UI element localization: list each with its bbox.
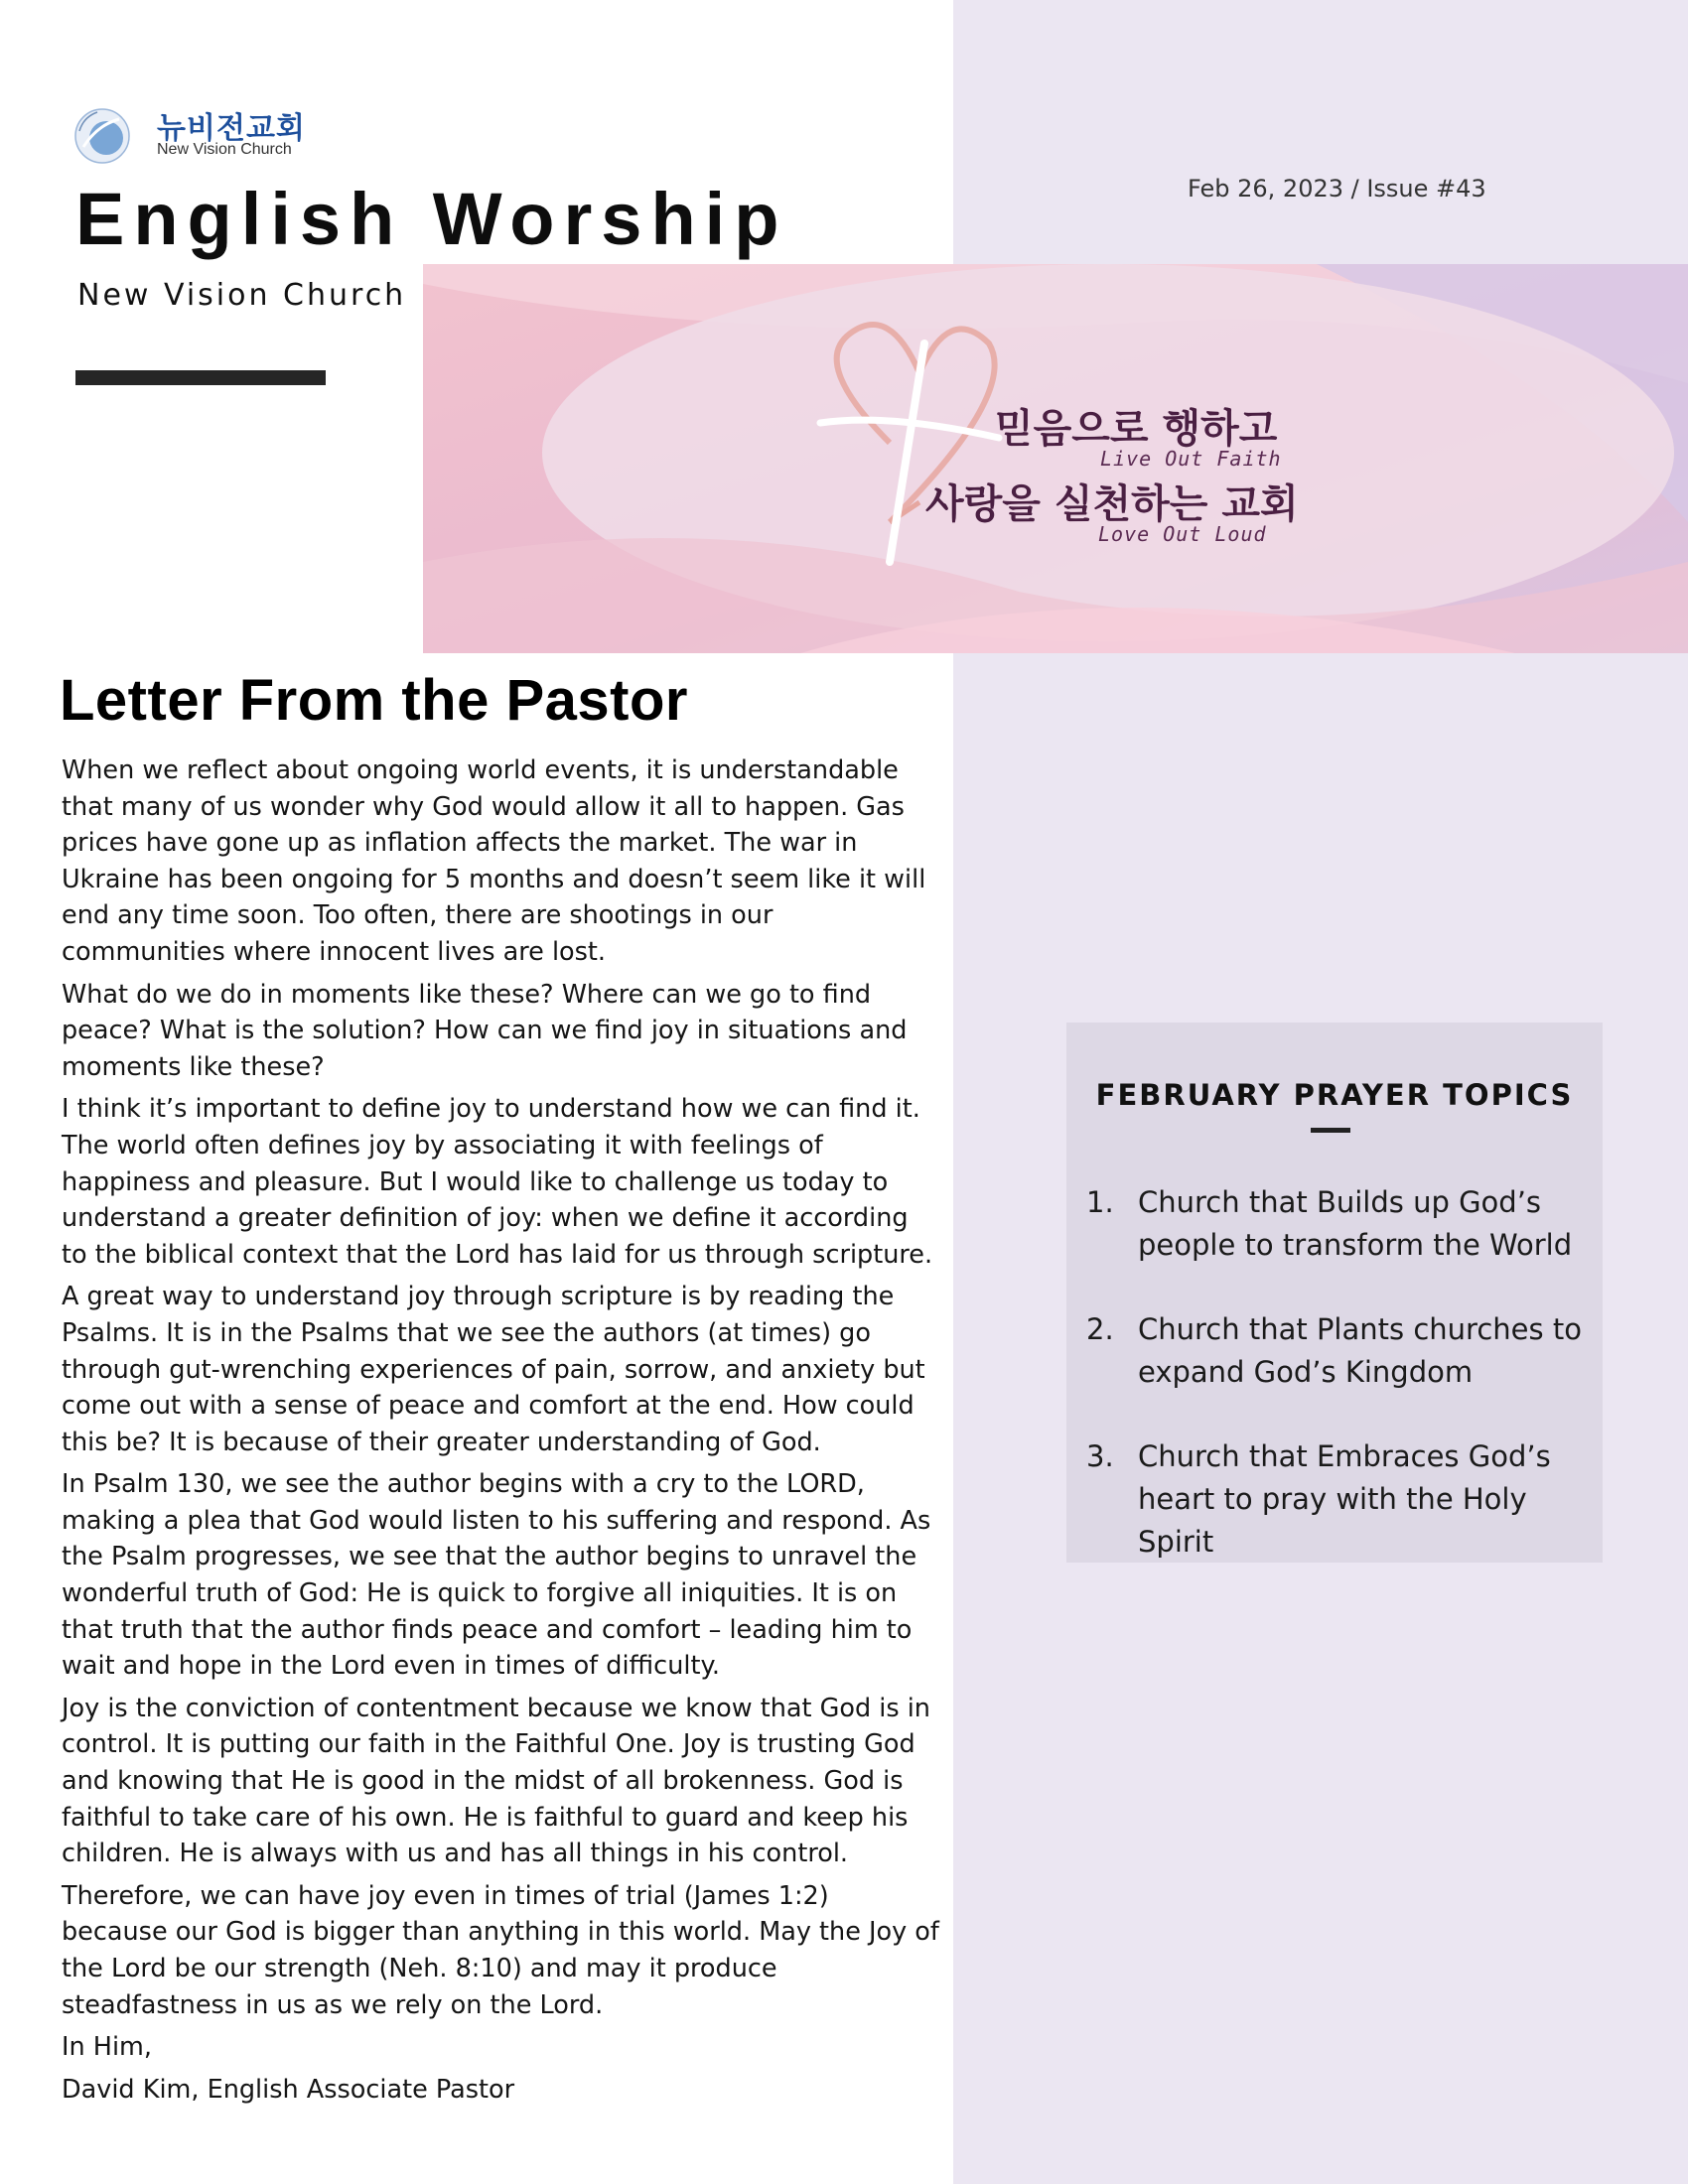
prayer-title-divider (1311, 1128, 1350, 1133)
letter-paragraph: In Psalm 130, we see the author begins with a cry to the LORD, making a plea that God would listen to his suffering and respond. As the Psalm progresses, we see that the author begins to unravel the wonderful truth of God: He is quick to forgive all iniquities. It is on that truth that the author finds peace and comfort – leading him to wait and hope in the Lord even in times of difficulty. (62, 1469, 931, 1682)
letter-paragraph: When we reflect about ongoing world events, it is understandable that many of us wonder why God would allow it all to happen. Gas prices have gone up as inflation affects the market. The war in Ukraine has been ongoing for 5 months and doesn’t seem like it will end any time soon. Too often, there are shootings in our communities where innocent lives are lost. (62, 755, 926, 967)
banner-line2-english: Love Out Loud (1098, 522, 1267, 546)
letter-paragraph: I think it’s important to define joy to understand how we can find it. The world often defines joy by associating it with feelings of happiness and pleasure. But I would like to challenge us today to understand a greater definition of joy: when we define it according to the biblical context that the Lord has laid for us through scripture. (62, 1094, 933, 1270)
prayer-topic-text: Church that Plants churches to expand God’s Kingdom (1138, 1312, 1582, 1389)
letter-signature: David Kim, English Associate Pastor (62, 2074, 515, 2105)
issue-date: Feb 26, 2023 / Issue #43 (1188, 175, 1486, 203)
letter-paragraph: Joy is the conviction of contentment because we know that God is in control. It is putting our faith in the Faithful One. Joy is trusting God and knowing that He is good in the midst of all brokenness. God is faithful to take care of his own. He is faithful to guard and keep his children. He is always with us and has all things in his control. (62, 1693, 930, 1869)
letter-heading: Letter From the Pastor (60, 668, 688, 733)
prayer-topics-list (1086, 1181, 1593, 1605)
prayer-topic-number: 2. (1086, 1312, 1114, 1346)
letter-paragraph: A great way to understand joy through scripture is by reading the Psalms. It is in the Psalms that we see the authors (at times) go through gut-wrenching experiences of pain, sorrow, and anxiety but come out with a sense of peace and comfort at the end. How could this be? It is because of their greater understanding of God. (62, 1282, 925, 1457)
prayer-topic-number: 3. (1086, 1439, 1114, 1473)
prayer-topics-title: FEBRUARY PRAYER TOPICS (1095, 1078, 1574, 1112)
letter-closing: In Him, (62, 2032, 152, 2063)
letter-paragraph: What do we do in moments like these? Where can we go to find peace? What is the solution? How can we find joy in situations and moments like these? (62, 979, 908, 1082)
page-subtitle: New Vision Church (77, 278, 407, 313)
globe-logo-icon (73, 107, 131, 165)
letter-body (62, 752, 941, 2114)
prayer-topic-item (1086, 1435, 1593, 1564)
letter-paragraph: Therefore, we can have joy even in times of trial (James 1:2) because our God is bigger than anything in this world. May the Joy of the Lord be our strength (Neh. 8:10) and may it produce steadfastness in us as we rely on the Lord. (62, 1880, 939, 2020)
title-underline (75, 370, 326, 385)
banner-line2-korean: 사랑을 실천하는 교회 (925, 481, 1299, 527)
banner-line1-english: Live Out Faith (1100, 447, 1282, 471)
prayer-topics-box (1066, 1023, 1603, 1563)
prayer-topic-number: 1. (1086, 1185, 1114, 1219)
theme-banner (423, 264, 1688, 653)
prayer-topic-item (1086, 1181, 1593, 1267)
prayer-topic-text: Church that Builds up God’s people to transform the World (1138, 1185, 1573, 1262)
prayer-topic-item (1086, 1308, 1593, 1394)
banner-background (423, 264, 1688, 653)
banner-line1-korean: 믿음으로 행하고 (995, 406, 1278, 452)
church-logo (73, 103, 332, 167)
prayer-topic-text: Church that Embraces God’s heart to pray with the Holy Spirit (1138, 1439, 1551, 1559)
page-title: English Worship (75, 178, 788, 260)
logo-english-name: New Vision Church (157, 141, 292, 158)
logo-korean-name: 뉴비전교회 (157, 111, 306, 146)
